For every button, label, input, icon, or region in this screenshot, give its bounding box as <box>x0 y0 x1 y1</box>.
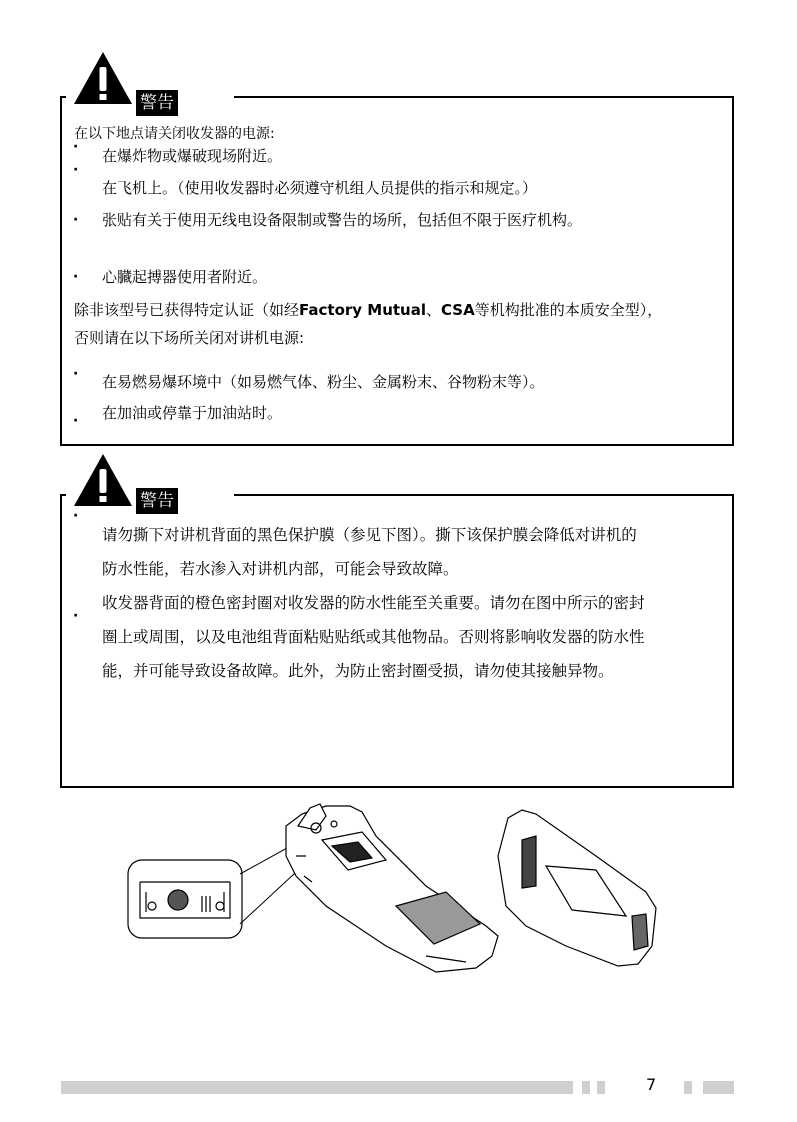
warning-item: 心臓起搏器使用者附近。 <box>102 268 268 286</box>
bullet-dot: · <box>73 212 79 228</box>
bullet-dot: · <box>73 366 79 382</box>
warning-item: 在爆炸物或爆破现场附近。 <box>102 147 283 165</box>
bullet-dot: · <box>73 608 79 624</box>
warning-label: 警告 <box>136 488 178 514</box>
footer-bar-block <box>597 1081 605 1094</box>
radio-body <box>286 804 498 972</box>
battery-pack <box>498 810 656 966</box>
warning-note-line2: 否则请在以下场所关闭对讲机电源: <box>74 329 305 347</box>
warning-item: 在易燃易爆环境中（如易燃气体、粉尘、金属粉末、谷物粉末等）。 <box>102 373 545 391</box>
radio-back-illustration <box>126 796 666 980</box>
warning-label: 警告 <box>136 90 178 116</box>
warning-paragraph-line: 圈上或周围，以及电池组背面粘贴贴纸或其他物品。否则将影响收发器的防水性 <box>102 628 645 646</box>
warning-triangle-icon <box>72 50 134 106</box>
warning-intro: 在以下地点请关闭收发器的电源: <box>74 126 275 142</box>
warning-paragraph-line: 收发器背面的橙色密封圈对收发器的防水性能至关重要。请勿在图中所示的密封 <box>102 594 645 612</box>
footer-bar-block <box>684 1081 692 1094</box>
warning-item: 在加油或停靠于加油站时。 <box>102 404 283 422</box>
warning-note-line1: 除非该型号已获得特定认证（如经Factory Mutual、CSA等机构批准的本质安全型）， <box>74 301 663 319</box>
footer-bar-right <box>703 1081 734 1094</box>
warning-triangle-icon <box>72 452 134 508</box>
bullet-dot: · <box>73 413 79 429</box>
seal-detail-inset <box>128 860 242 938</box>
warning-paragraph-line: 防水性能，若水渗入对讲机内部，可能会导致故障。 <box>102 560 459 578</box>
bullet-dot: · <box>73 269 79 285</box>
footer-bar-left <box>61 1081 573 1094</box>
warning-item: 在飞机上。（使用收发器时必须遵守机组人员提供的指示和规定。） <box>102 179 538 197</box>
warning-item: 张贴有关于使用无线电设备限制或警告的场所，包括但不限于医疗机构。 <box>102 211 583 229</box>
bullet-dot: · <box>73 139 79 155</box>
warning-paragraph-line: 能，并可能导致设备故障。此外，为防止密封圈受损，请勿使其接触异物。 <box>102 662 614 680</box>
page-number: 7 <box>646 1075 657 1094</box>
footer-bar-block <box>582 1081 590 1094</box>
bullet-dot: · <box>73 508 79 524</box>
bullet-dot: · <box>73 162 79 178</box>
warning-paragraph-line: 请勿撕下对讲机背面的黑色保护膜（参见下图）。撕下该保护膜会降低对讲机的 <box>102 526 637 544</box>
